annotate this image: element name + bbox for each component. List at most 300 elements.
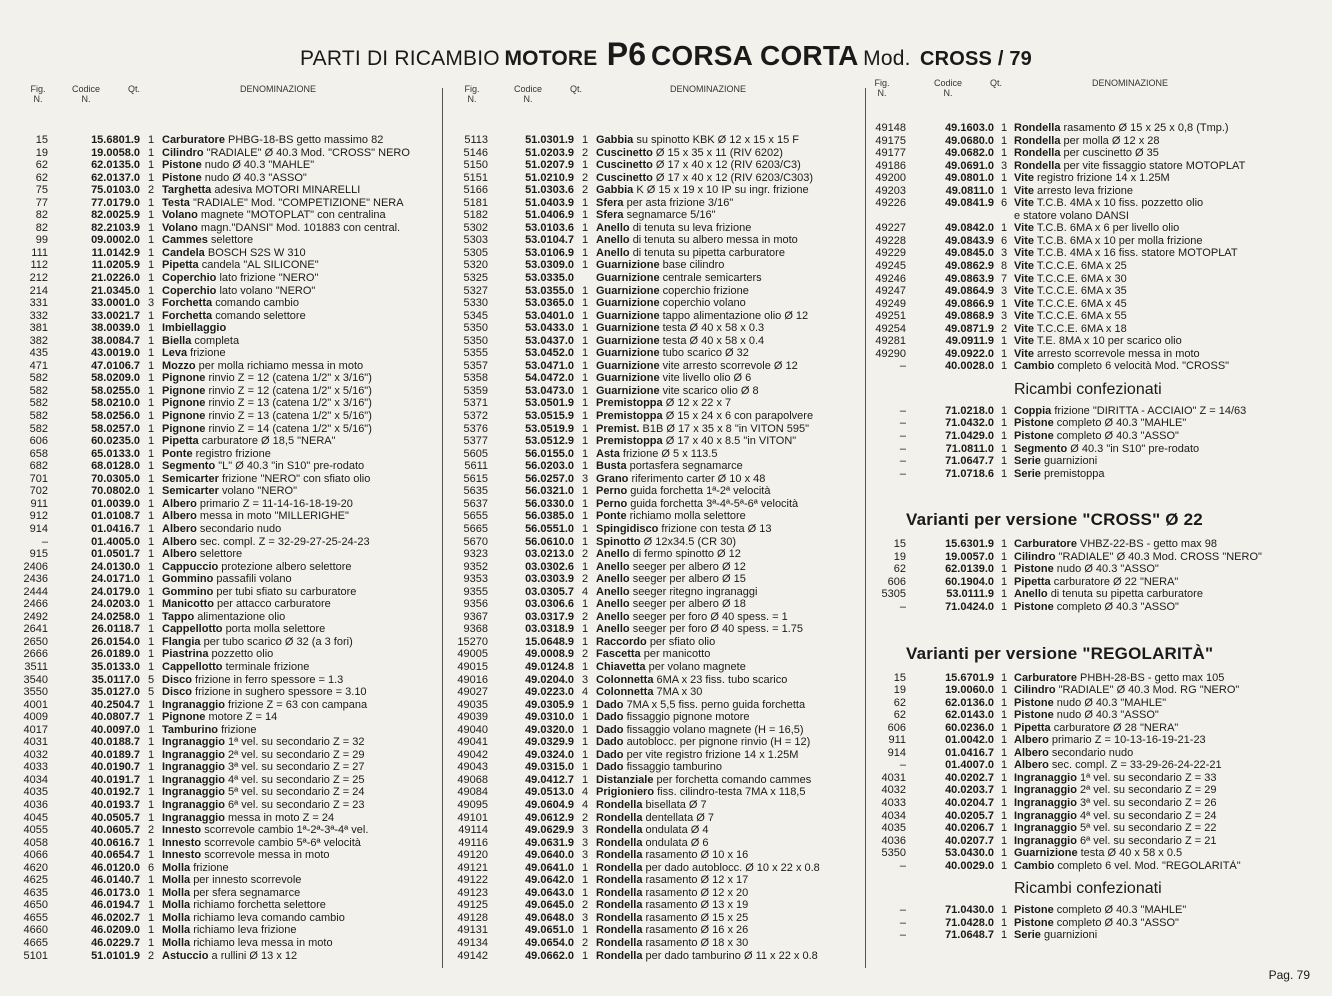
part-row [448,360,860,373]
part-fig-number: 381 [29,322,48,335]
part-description [1014,185,1310,198]
part-name: Serie [1014,455,1041,468]
part-fig-number: 5358 [463,372,488,385]
part-row [448,510,860,523]
part-name: Dado [596,748,624,761]
part-name: Pistone [1014,709,1054,722]
part-detail: per molla richiamo messa in moto [198,359,364,372]
part-code: 82.0025.9 [91,209,140,222]
part-row [18,573,438,586]
page-number: Pag. 79 [1268,968,1310,982]
part-fig-number: 62 [893,709,906,722]
part-name: Cilindro [1014,550,1056,563]
part-quantity: 3 [581,849,589,862]
part-name: Gommino [162,573,214,586]
part-quantity: 1 [147,422,155,435]
part-fig-number: 4035 [23,786,48,799]
part-code: 49.0612.9 [525,811,574,824]
part-row [448,699,860,712]
part-row [448,172,860,185]
part-name: Vite [1014,322,1034,335]
part-fig-number: 2666 [23,648,48,661]
part-description [596,347,860,360]
part-code: 53.0103.6 [525,221,574,234]
part-fig-number: 5359 [463,384,488,397]
part-detail: rinvio Z = 13 (catena 1/2" x 3/16") [208,397,372,410]
part-code: 58.0209.0 [91,372,140,385]
part-detail: 6ª vel. su secondario Z = 23 [228,798,365,811]
part-code: 53.0401.0 [525,309,574,322]
part-code: 11.0205.9 [91,259,140,272]
part-detail: per innesto scorrevole [193,874,302,887]
part-row [870,222,1310,235]
part-detail: rasamento Ø 12 x 20 [645,886,749,899]
part-code: 46.0120.0 [91,861,140,874]
part-name: Gabbia [596,134,634,146]
part-quantity: 1 [581,309,589,322]
part-description [162,686,436,699]
part-code: 62.0135.0 [91,159,140,172]
part-row [18,448,438,461]
part-code: 53.0473.0 [525,384,574,397]
part-fig-number: 75 [35,184,48,197]
part-code: 71.0718.6 [945,467,994,480]
part-description [596,824,860,837]
part-row [870,563,1310,576]
part-quantity: 1 [147,146,155,159]
part-description [1014,734,1310,747]
part-description [596,335,860,348]
part-quantity: 1 [581,560,589,573]
part-code: 56.0321.0 [525,485,574,498]
part-detail: per dado autoblocc. Ø 10 x 22 x 0.8 [645,861,820,874]
part-name: Ingranaggio [162,773,225,786]
part-name: Ingranaggio [1014,822,1077,835]
part-code: 46.0209.0 [91,924,140,937]
part-quantity: 1 [147,410,155,423]
part-quantity: 1 [1000,147,1008,160]
part-row [448,385,860,398]
part-description [162,586,436,599]
part-quantity: 1 [1000,822,1008,835]
part-quantity: 1 [1000,222,1008,235]
part-fig-number: 49246 [875,272,906,285]
part-row [18,423,438,436]
part-quantity: 1 [147,573,155,586]
part-row [870,734,1310,747]
part-code: 40.0205.7 [945,809,994,822]
part-name: Albero [162,497,197,510]
part-description [162,172,436,185]
part-row [18,611,438,624]
part-name: Piastrina [162,648,209,661]
part-description [1014,455,1310,468]
part-description [162,912,436,925]
part-description [162,397,436,410]
part-quantity: 1 [147,761,155,774]
part-fig-number: 49041 [457,736,488,749]
part-description [1014,672,1310,685]
part-name: Albero [1014,734,1049,747]
part-description [1014,697,1310,710]
part-name: Colonnetta [596,686,654,699]
part-description [162,347,436,360]
part-row [870,247,1310,260]
part-quantity: 3 [1000,310,1008,323]
page-title [0,36,1332,73]
part-row [448,134,860,147]
part-quantity: 8 [1000,260,1008,273]
part-fig-number: – [899,600,906,613]
part-fig-number: 5320 [463,259,488,272]
part-row [448,335,860,348]
part-name: Molla [162,911,191,924]
part-detail: guarnizioni [1043,455,1098,468]
part-fig-number: 4066 [23,849,48,862]
part-code: 21.0226.0 [91,272,140,285]
part-description [162,460,436,473]
part-code: 21.0345.0 [91,284,140,297]
part-name: Rondella [596,886,643,899]
part-detail: T.C.C.E. 6MA x 55 [1036,310,1127,323]
part-name: Coperchio [162,284,217,297]
part-fig-number: 2444 [23,585,48,598]
section-title-cross: Varianti per versione "CROSS" Ø 22 [906,510,1203,530]
part-fig-number: 49039 [457,711,488,724]
part-name: Pistone [1014,904,1054,917]
part-description [162,887,436,900]
part-fig-number: – [899,859,906,872]
part-name: Sfera [596,196,624,209]
part-name: Pistone [1014,696,1054,709]
part-row [448,234,860,247]
part-row [18,460,438,473]
part-code: 53.0106.9 [525,246,574,259]
part-name: Vite [1014,247,1034,260]
part-fig-number: 915 [29,548,48,561]
part-description [162,799,436,812]
part-code: 58.0257.0 [91,422,140,435]
part-detail: B1B Ø 17 x 35 x 8 "in VITON 595" [642,422,810,435]
part-row [18,912,438,925]
part-detail: rinvio Z = 12 (catena 1/2" x 5/16") [208,384,372,397]
part-row [870,538,1310,551]
part-fig-number: 4055 [23,824,48,837]
part-row [448,674,860,687]
part-code: 33.0001.0 [91,297,140,310]
part-fig-number: 15 [35,134,48,146]
part-name: Pignone [162,410,206,423]
part-fig-number: 5302 [463,221,488,234]
header-code: Codice N. [513,84,542,104]
part-fig-number: 9355 [463,585,488,598]
part-quantity: 2 [1000,322,1008,335]
part-row [18,887,438,900]
part-row [448,774,860,787]
part-fig-number: 49142 [457,949,488,962]
part-description [162,423,436,436]
part-quantity: 2 [147,184,155,197]
part-code: 49.0682.0 [945,147,994,160]
part-row [870,822,1310,835]
parts-column-1 [18,84,438,962]
part-description [1014,759,1310,772]
part-fig-number: 49251 [875,310,906,323]
part-name: Albero [162,522,197,535]
part-detail: 7MA x 5,5 fiss. perno guida forchetta [626,698,806,711]
part-fig-number: 5113 [464,134,488,146]
part-quantity: 1 [581,886,589,899]
part-name: Cuscinetto [596,146,653,159]
part-name: Fascetta [596,648,641,661]
part-code: 33.0021.7 [91,309,140,322]
part-code: 26.0189.0 [91,648,140,661]
part-quantity: 1 [1000,404,1008,417]
part-quantity: 1 [1000,134,1008,147]
part-code: 38.0039.0 [91,322,140,335]
part-fig-number: 4033 [881,796,906,809]
part-detail: pozzetto olio [211,648,274,661]
part-code: 49.0842.0 [945,222,994,235]
part-detail: fissaggio pignone motore [626,711,750,724]
part-row [18,686,438,699]
part-code: 26.0154.0 [91,635,140,648]
part-code: 51.0101.9 [91,949,140,962]
part-code: 19.0060.0 [945,684,994,697]
part-description [596,410,860,423]
part-code: 53.0452.0 [525,347,574,360]
part-name: Vite [1014,234,1034,247]
part-quantity: 1 [1000,671,1008,684]
part-row [870,335,1310,348]
part-quantity: 1 [1000,834,1008,847]
part-fig-number: 62 [35,171,48,184]
part-quantity: 2 [581,146,589,159]
part-description [162,724,436,737]
part-name: Rondella [596,937,643,949]
part-quantity: 1 [1000,796,1008,809]
part-code: 49.0629.9 [525,824,574,837]
part-quantity: 1 [147,874,155,887]
part-name: Biella [162,334,192,347]
part-code: 40.0204.7 [945,796,994,809]
part-fig-number: 582 [29,422,48,435]
part-fig-number: 15270 [457,635,488,648]
part-description [162,623,436,636]
part-row [18,234,438,247]
part-row [448,761,860,774]
part-name: Targhetta [162,184,212,197]
part-description [162,159,436,172]
part-fig-number: 49042 [457,748,488,761]
part-description [162,548,436,561]
part-code: 38.0084.7 [91,334,140,347]
part-detail: "RADIALE" Ø 40.3 Mod. RG "NERO" [1058,684,1240,697]
part-fig-number: – [899,904,906,917]
part-fig-number: 606 [887,721,906,734]
part-code: 03.0213.0 [525,548,574,561]
part-quantity: 2 [581,937,589,949]
part-row [18,510,438,523]
part-fig-number: 5181 [463,196,488,209]
part-row [448,222,860,235]
part-quantity: 1 [1000,746,1008,759]
part-description [596,134,860,147]
part-quantity: 1 [581,949,589,962]
part-description [162,786,436,799]
part-code: 49.0305.9 [525,698,574,711]
part-row [448,473,860,486]
part-fig-number: 9353 [463,573,488,586]
part-quantity: 2 [581,548,589,561]
part-row [18,322,438,335]
part-row [448,197,860,210]
part-description [596,648,860,661]
part-fig-number: 49035 [457,698,488,711]
part-fig-number: 2650 [23,635,48,648]
part-name: Cambio [1014,360,1055,373]
part-detail: messa in moto Z = 24 [228,811,335,824]
part-description [162,197,436,210]
part-quantity: 1 [1000,721,1008,734]
part-fig-number: 212 [29,272,48,285]
part-row [448,423,860,436]
part-quantity: 1 [147,246,155,259]
part-description [596,812,860,825]
part-row [448,636,860,649]
part-row [18,950,438,963]
part-name: Disco [162,686,192,699]
part-name: Chiavetta [596,660,646,673]
part-code: 49.0911.9 [945,335,994,348]
part-quantity: 1 [147,397,155,410]
part-name: Tappo [162,610,195,623]
part-fig-number: 49005 [457,648,488,661]
part-detail: lato volano "NERO" [219,284,316,297]
part-fig-number: 49281 [875,335,906,348]
part-name: Ingranaggio [1014,771,1077,784]
part-description [596,724,860,737]
part-description [1014,323,1310,336]
part-description [596,711,860,724]
part-description [1014,147,1310,160]
part-quantity: 1 [147,937,155,949]
part-fig-number: 5327 [463,284,488,297]
part-name: Segmento [1014,442,1068,455]
part-name: Dado [596,736,624,749]
part-quantity: 1 [581,397,589,410]
part-row [18,159,438,172]
part-name: Anello [596,246,630,259]
part-name: Dado [596,761,624,774]
part-description [1014,784,1310,797]
part-quantity: 1 [581,284,589,297]
part-name: Guarnizione [596,309,660,322]
part-code: 49.0310.0 [525,711,574,724]
part-name: Pignone [162,397,206,410]
part-row [18,636,438,649]
part-name: Molla [162,861,191,874]
part-detail: di tenuta su albero messa in moto [632,234,798,247]
part-detail: rasamento Ø 12 x 17 [645,874,749,887]
part-description [1014,917,1310,930]
part-description [596,485,860,498]
part-detail: Ø 17 x 40 x 12 (RIV 6203/C3) [655,159,801,172]
part-row [18,498,438,511]
part-detail: carburatore Ø 22 "NERA" [1053,575,1179,588]
part-row [18,247,438,260]
part-detail: lato frizione "NERO" [219,272,319,285]
part-row [448,310,860,323]
part-detail: completo Ø 40.3 "ASSO" [1056,916,1179,929]
part-detail: per cuscinetto Ø 35 [1063,147,1159,160]
part-row [18,197,438,210]
part-detail: di tenuta su pipetta carburatore [1050,588,1203,601]
part-name: Guarnizione [596,384,660,397]
part-fig-number: 49015 [457,660,488,673]
part-code: 24.0171.0 [91,573,140,586]
part-quantity: 1 [1000,847,1008,860]
part-description [162,322,436,335]
part-code: 49.0843.9 [945,234,994,247]
part-detail: per manicotto [643,648,711,661]
part-code: 62.0137.0 [91,171,140,184]
part-detail: vite scarico olio Ø 8 [662,384,759,397]
part-row [870,235,1310,248]
part-fig-number: 5376 [463,422,488,435]
part-name: Semicarter [162,485,219,498]
part-code: 15.0648.9 [525,635,574,648]
part-detail: T.C.B. 4MA x 16 fiss. statore MOTOPLAT [1036,247,1238,260]
part-detail: seeger per foro Ø 40 spess. = 1.75 [632,623,803,636]
part-detail: Ø 15 x 24 x 6 con parapolvere [665,410,814,423]
part-description [162,636,436,649]
part-description [1014,310,1310,323]
part-row [870,684,1310,697]
part-fig-number: 2436 [23,573,48,586]
part-quantity: 1 [581,535,589,548]
part-fig-number: 331 [29,297,48,310]
part-row [448,598,860,611]
part-quantity: 5 [147,686,155,699]
part-row [18,410,438,423]
part-fig-number: – [41,535,48,548]
part-quantity: 7 [1000,272,1008,285]
part-quantity: 4 [581,686,589,699]
part-quantity: 2 [581,811,589,824]
part-fig-number: 5655 [463,510,488,523]
part-description [162,297,436,310]
part-quantity: 1 [1000,297,1008,310]
part-name: Innesto [162,849,202,862]
part-detail: rasamento Ø 16 x 26 [645,924,749,937]
part-quantity: 1 [147,460,155,473]
part-row [18,837,438,850]
part-row [870,172,1310,185]
part-detail: a rullini Ø 13 x 12 [211,949,298,962]
part-quantity: 3 [1000,285,1008,298]
part-description [596,536,860,549]
part-code: 49.0845.0 [945,247,994,260]
part-detail: completo Ø 40.3 "ASSO" [1056,600,1179,613]
part-row [18,147,438,160]
part-code: 60.0236.0 [945,721,994,734]
part-description [162,849,436,862]
part-quantity: 1 [147,748,155,761]
part-quantity: 1 [581,460,589,473]
part-name: Spingidisco [596,522,659,535]
part-detail: per tubo scarico Ø 32 (a 3 fori) [203,635,353,648]
